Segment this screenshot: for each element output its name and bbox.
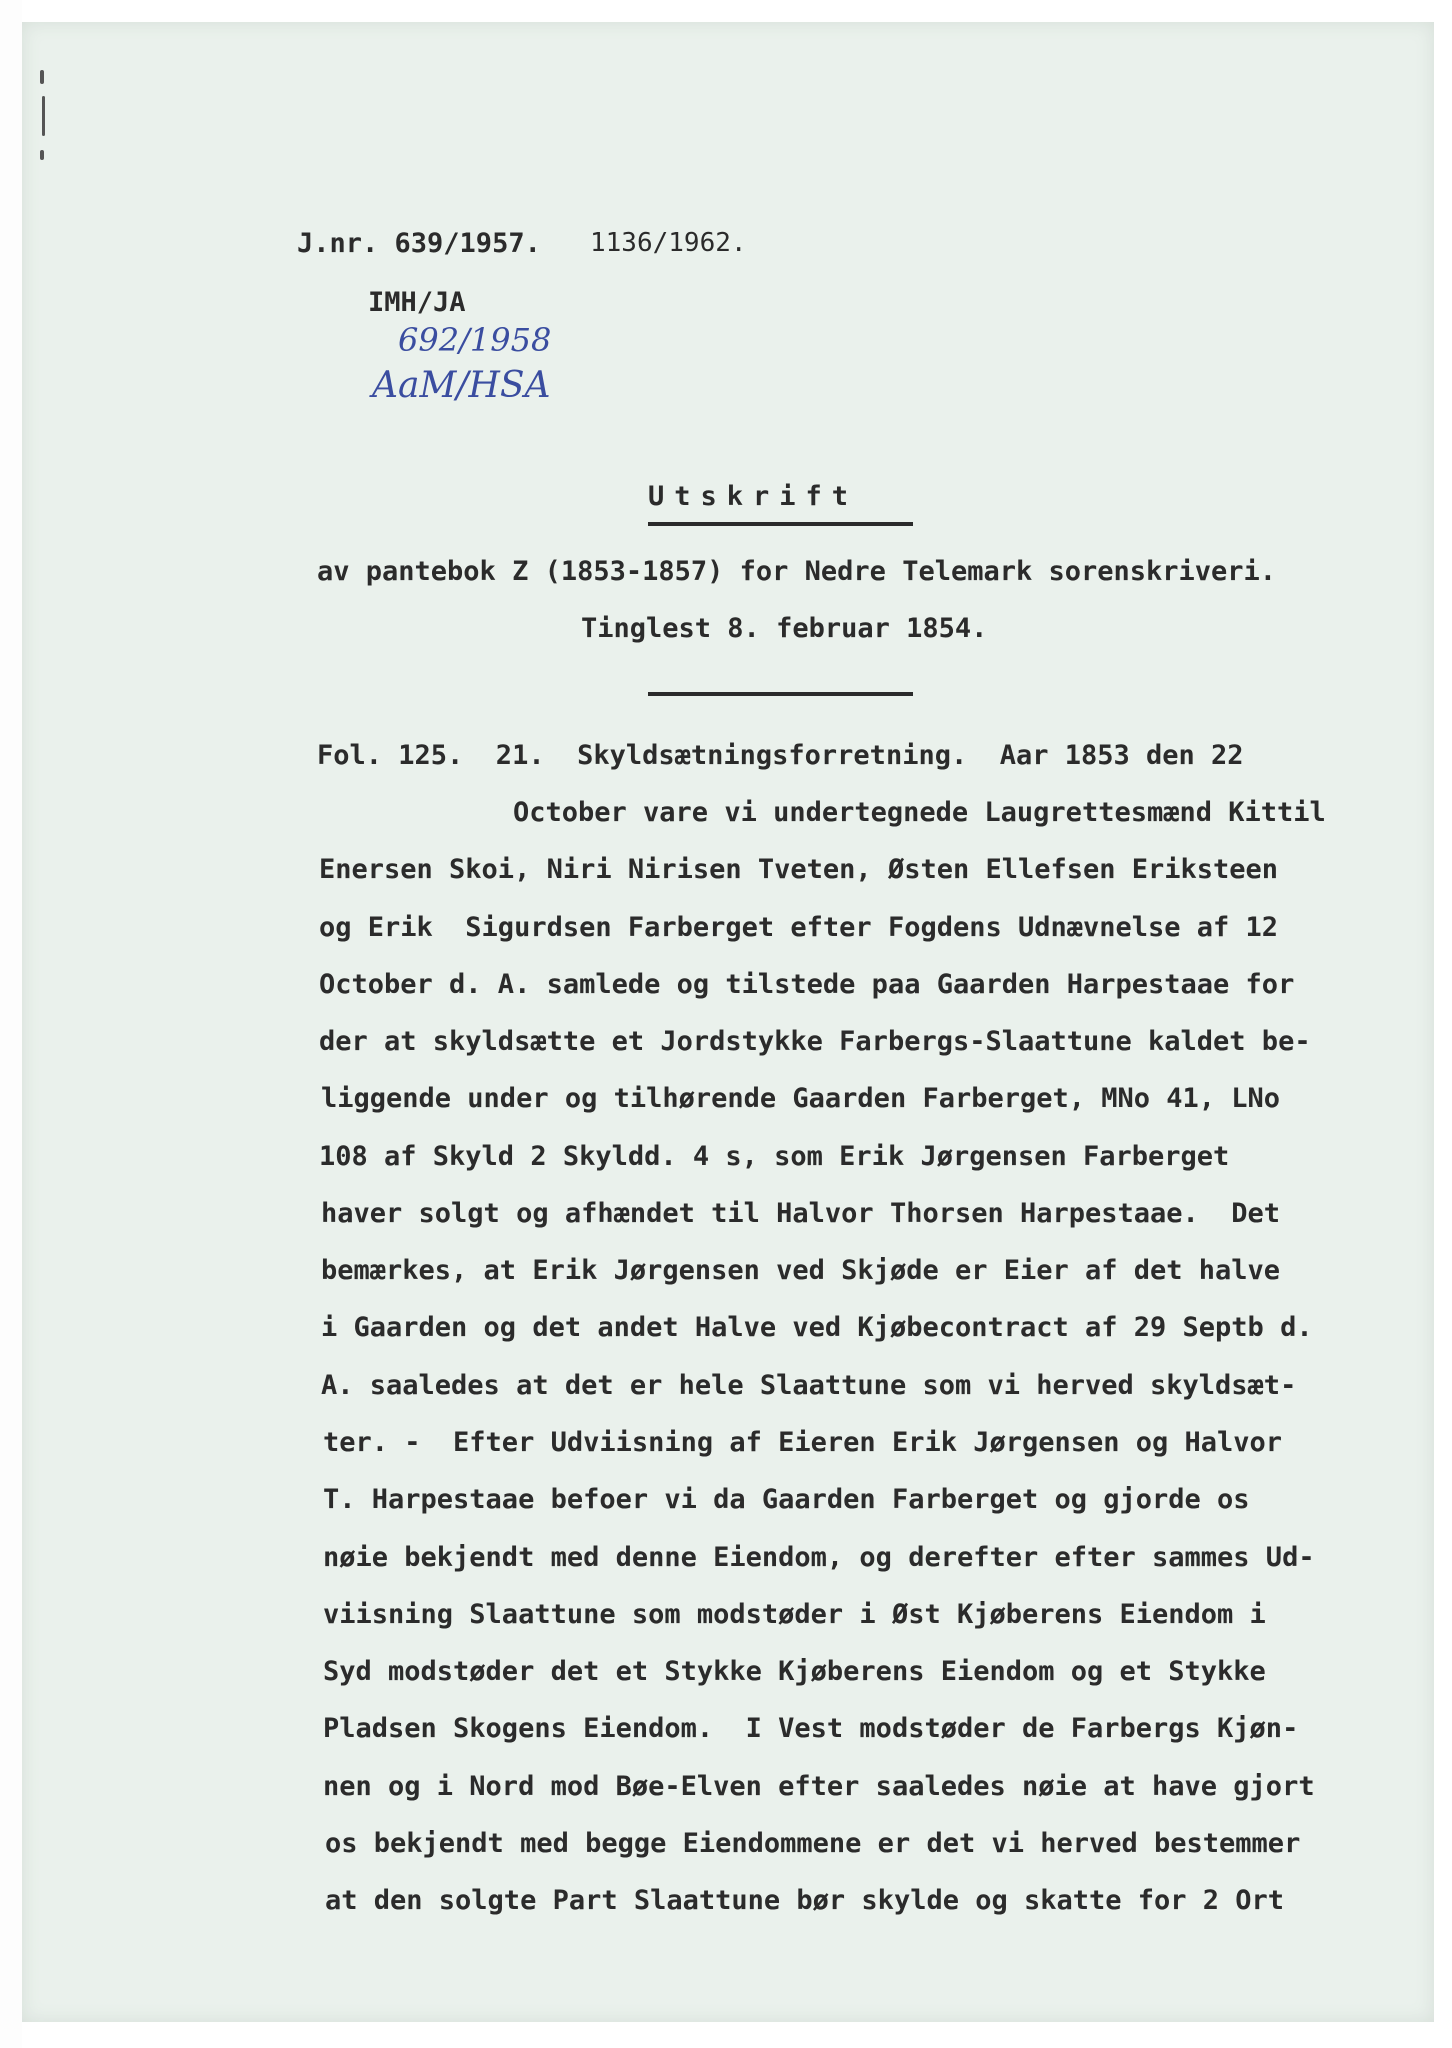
body-line: T. Harpestaae befoer vi da Gaarden Farberget og gjorde os [323,1484,1250,1515]
handwritten-number: 692/1958 [398,321,552,359]
body-line: 108 af Skyld 2 Skyldd. 4 s, som Erik Jørgensen Farberget [319,1141,1230,1172]
title-underline [648,522,913,526]
body-line: nen og i Nord mod Bøe-Elven efter saaledes nøie at have gjort [323,1771,1315,1802]
body-line: October d. A. samlede og tilstede paa Gaarden Harpestaae for [319,969,1295,1000]
body-line: nøie bekjendt med denne Eiendom, og derefter efter sammes Ud- [323,1542,1315,1573]
body-line: haver solgt og afhændet til Halvor Thorsen Harpestaae. Det [321,1198,1281,1229]
registration-date: Tinglest 8. februar 1854. [581,613,988,644]
journal-number: J.nr. 639/1957. [297,228,541,259]
scan-margin [0,0,22,2048]
section-divider [648,692,913,696]
body-line: ter. - Efter Udviisning af Eieren Erik Jørgensen og Halvor [323,1427,1283,1458]
body-line: Enersen Skoi, Niri Nirisen Tveten, Østen Ellefsen Eriksteen [319,854,1279,885]
binding-mark [40,70,44,84]
body-line: og Erik Sigurdsen Farberget efter Fogdens Udnævnelse af 12 [319,912,1279,943]
body-line: der at skyldsætte et Jordstykke Farbergs-Slaattune kaldet be- [319,1026,1311,1057]
body-line: Syd modstøder det et Stykke Kjøberens Eiendom og et Stykke [323,1656,1266,1687]
body-line: Fol. 125. 21. Skyldsætningsforretning. Aar 1853 den 22 [317,740,1244,771]
body-line: at den solgte Part Slaattune bør skylde og skatte for 2 Ort [325,1885,1285,1916]
body-line: liggende under og tilhørende Gaarden Farberget, MNo 41, LNo [321,1083,1281,1114]
clerk-initials: IMH/JA [368,287,466,318]
binding-mark [40,150,44,160]
body-line: viisning Slaattune som modstøder i Øst Kjøberens Eiendom i [323,1599,1266,1630]
body-line: Pladsen Skogens Eiendom. I Vest modstøder de Farbergs Kjøn- [323,1713,1299,1744]
body-line: os bekjendt med begge Eiendommene er det vi herved bestemmer [325,1828,1301,1859]
document-title: Utskrift [648,481,859,512]
body-line: bemærkes, at Erik Jørgensen ved Skjøde er Eier af det halve [321,1255,1281,1286]
body-line: A. saaledes at det er hele Slaattune som vi herved skyldsæt- [321,1370,1297,1401]
document-subtitle: av pantebok Z (1853-1857) for Nedre Telemark sorenskriveri. [317,556,1277,587]
handwritten-initials: AaM/HSA [372,365,551,406]
binding-mark [42,96,45,136]
body-line: October vare vi undertegnede Laugrettesmænd Kittil [513,797,1326,828]
body-line: i Gaarden og det andet Halve ved Kjøbecontract af 29 Septb d. [321,1312,1313,1343]
journal-number-second: 1136/1962. [590,228,747,258]
